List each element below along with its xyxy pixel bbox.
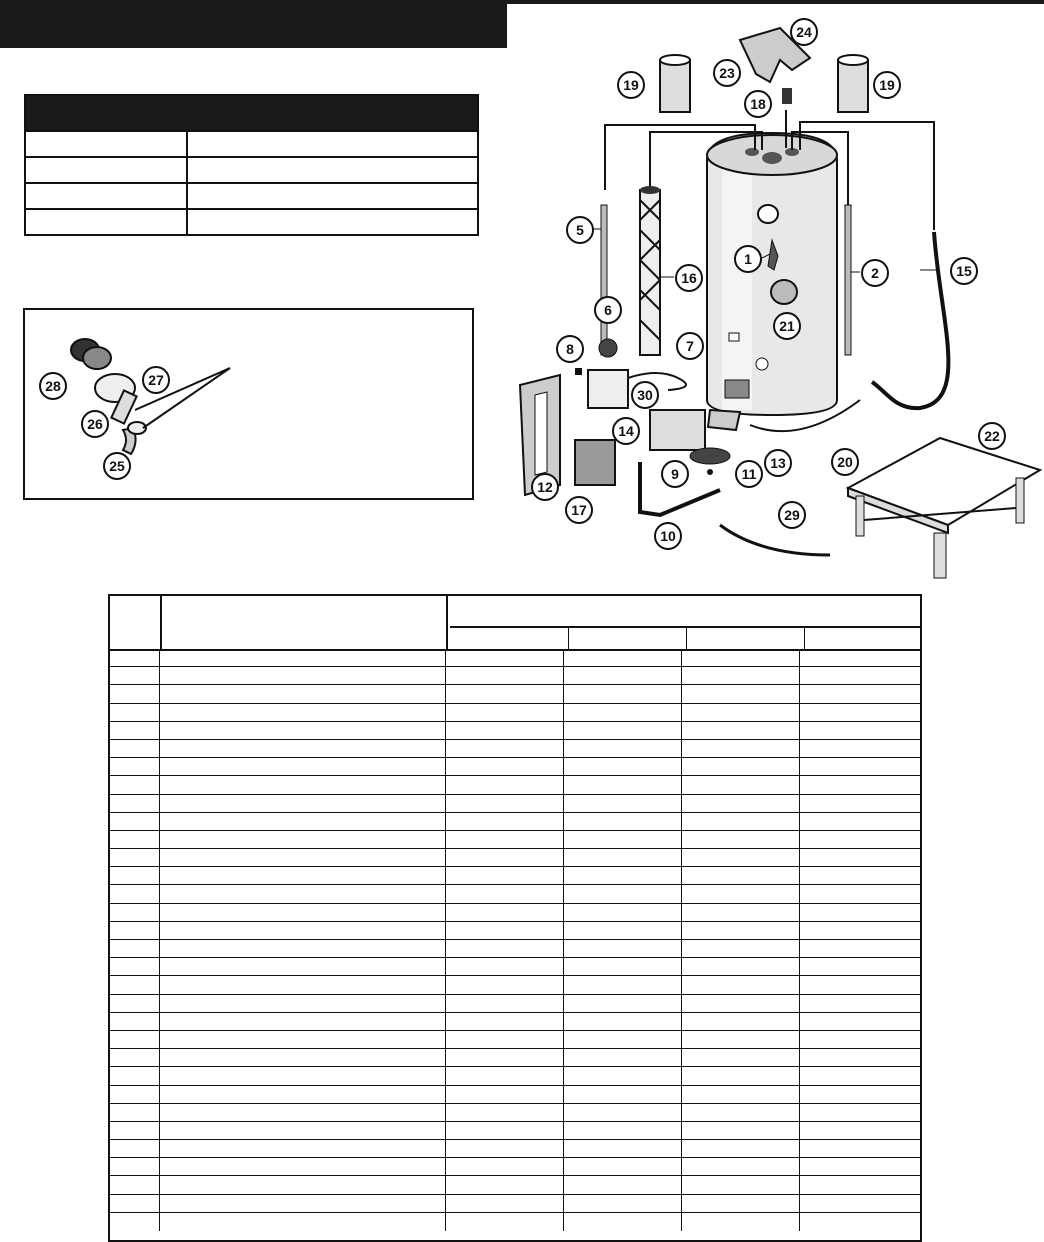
table-row — [110, 758, 920, 776]
table-cell — [800, 958, 920, 975]
table-cell — [446, 1104, 564, 1121]
table-cell — [682, 685, 800, 702]
table-cell — [160, 1158, 446, 1175]
callout-19-right: 19 — [873, 71, 901, 99]
table-cell — [682, 776, 800, 793]
table-cell — [110, 1158, 160, 1175]
table-cell — [682, 667, 800, 684]
table-cell — [564, 1213, 682, 1231]
table-cell — [800, 776, 920, 793]
table-cell — [800, 795, 920, 812]
table-row — [110, 1176, 920, 1194]
table-row — [110, 1013, 920, 1031]
table-cell — [446, 867, 564, 884]
callout-29: 29 — [778, 501, 806, 529]
table-cell — [800, 758, 920, 775]
table-cell — [800, 940, 920, 957]
table-cell — [110, 1067, 160, 1084]
callout-11: 11 — [735, 460, 763, 488]
table-cell — [160, 1195, 446, 1212]
table-cell — [564, 885, 682, 902]
table-row — [110, 1195, 920, 1213]
callout-24: 24 — [790, 18, 818, 46]
table-row — [110, 740, 920, 758]
callout-14: 14 — [612, 417, 640, 445]
callout-22: 22 — [978, 422, 1006, 450]
table-cell — [446, 940, 564, 957]
table-cell — [564, 1013, 682, 1030]
table-cell — [110, 1104, 160, 1121]
table-cell — [682, 849, 800, 866]
table-cell — [110, 722, 160, 739]
table-cell — [564, 1067, 682, 1084]
table-cell — [110, 776, 160, 793]
table-cell — [446, 831, 564, 848]
table-cell — [110, 1049, 160, 1066]
table-cell — [800, 1140, 920, 1157]
table-cell — [564, 685, 682, 702]
table-cell — [682, 1104, 800, 1121]
table-cell — [446, 922, 564, 939]
table-cell — [446, 813, 564, 830]
table-cell — [160, 1213, 446, 1231]
table-cell — [446, 1013, 564, 1030]
table-cell — [564, 1195, 682, 1212]
table-row — [110, 1140, 920, 1158]
table-cell — [110, 958, 160, 975]
table-cell — [110, 795, 160, 812]
table-cell — [682, 1195, 800, 1212]
table-cell — [446, 885, 564, 902]
callout-17: 17 — [565, 496, 593, 524]
table-cell — [446, 1176, 564, 1193]
callout-23: 23 — [713, 59, 741, 87]
table-cell — [446, 649, 564, 666]
table-cell — [682, 758, 800, 775]
table-cell — [160, 758, 446, 775]
table-cell — [110, 740, 160, 757]
table-cell — [682, 904, 800, 921]
table-cell — [800, 1049, 920, 1066]
table-row — [110, 1122, 920, 1140]
table-cell — [682, 1086, 800, 1103]
table-row — [110, 904, 920, 922]
table-row — [110, 722, 920, 740]
table-cell — [446, 1031, 564, 1048]
table-cell — [800, 885, 920, 902]
callout-25: 25 — [103, 452, 131, 480]
table-cell — [682, 722, 800, 739]
table-cell — [682, 831, 800, 848]
table-cell — [446, 1158, 564, 1175]
table-cell — [160, 940, 446, 957]
model-table-row — [26, 130, 477, 156]
table-cell — [160, 1013, 446, 1030]
table-cell — [160, 1086, 446, 1103]
table-cell — [564, 1086, 682, 1103]
table-cell — [564, 758, 682, 775]
table-cell — [110, 1195, 160, 1212]
table-cell — [682, 1176, 800, 1193]
table-cell — [682, 885, 800, 902]
table-cell — [110, 976, 160, 993]
table-cell — [800, 831, 920, 848]
table-cell — [446, 1049, 564, 1066]
table-cell — [564, 1176, 682, 1193]
table-cell — [110, 1213, 160, 1231]
parts-table-body — [110, 649, 920, 1240]
callout-15: 15 — [950, 257, 978, 285]
table-cell — [160, 740, 446, 757]
table-cell — [564, 995, 682, 1012]
model-table-row — [26, 156, 477, 182]
table-cell — [800, 685, 920, 702]
table-cell — [800, 922, 920, 939]
table-row — [110, 1086, 920, 1104]
table-row — [110, 795, 920, 813]
table-cell — [160, 1176, 446, 1193]
table-cell — [446, 1195, 564, 1212]
table-cell — [682, 1140, 800, 1157]
table-cell — [446, 704, 564, 721]
section-title-bar — [0, 0, 507, 48]
table-cell — [564, 1122, 682, 1139]
table-cell — [160, 1049, 446, 1066]
callout-9: 9 — [661, 460, 689, 488]
table-cell — [160, 795, 446, 812]
table-cell — [110, 813, 160, 830]
table-cell — [446, 776, 564, 793]
table-cell — [800, 995, 920, 1012]
table-row — [110, 1104, 920, 1122]
table-cell — [682, 976, 800, 993]
model-table-row — [26, 208, 477, 234]
model-table-header — [26, 96, 477, 130]
table-cell — [160, 976, 446, 993]
vent-kit-inset — [23, 308, 474, 500]
table-cell — [446, 904, 564, 921]
table-cell — [160, 649, 446, 666]
table-cell — [800, 740, 920, 757]
table-cell — [564, 831, 682, 848]
table-cell — [446, 958, 564, 975]
table-cell — [564, 867, 682, 884]
callout-19-left: 19 — [617, 71, 645, 99]
table-cell — [160, 831, 446, 848]
table-row — [110, 776, 920, 794]
table-cell — [160, 1031, 446, 1048]
table-row — [110, 922, 920, 940]
table-cell — [110, 867, 160, 884]
table-cell — [446, 667, 564, 684]
table-cell — [110, 1086, 160, 1103]
table-cell — [564, 940, 682, 957]
table-cell — [564, 1140, 682, 1157]
table-row — [110, 685, 920, 703]
table-cell — [160, 922, 446, 939]
table-row — [110, 849, 920, 867]
table-row — [110, 867, 920, 885]
table-cell — [800, 1031, 920, 1048]
table-cell — [800, 1213, 920, 1231]
table-cell — [446, 1213, 564, 1231]
table-cell — [446, 1122, 564, 1139]
table-cell — [110, 667, 160, 684]
table-cell — [800, 704, 920, 721]
table-row — [110, 704, 920, 722]
table-cell — [800, 649, 920, 666]
table-cell — [800, 867, 920, 884]
table-cell — [800, 813, 920, 830]
table-cell — [110, 940, 160, 957]
table-cell — [160, 867, 446, 884]
table-cell — [682, 958, 800, 975]
water-heater-exploded-diagram — [500, 0, 1044, 590]
callout-1: 1 — [734, 245, 762, 273]
table-cell — [110, 685, 160, 702]
table-cell — [446, 795, 564, 812]
table-cell — [682, 795, 800, 812]
table-cell — [446, 1067, 564, 1084]
table-cell — [564, 722, 682, 739]
callout-20: 20 — [831, 448, 859, 476]
parts-list-table — [108, 594, 922, 1242]
table-cell — [160, 885, 446, 902]
table-cell — [160, 1122, 446, 1139]
table-cell — [110, 1122, 160, 1139]
table-cell — [682, 740, 800, 757]
table-cell — [682, 995, 800, 1012]
table-row — [110, 649, 920, 667]
table-cell — [446, 722, 564, 739]
table-cell — [110, 1031, 160, 1048]
table-cell — [682, 1067, 800, 1084]
table-row — [110, 1158, 920, 1176]
table-cell — [446, 740, 564, 757]
table-row — [110, 1031, 920, 1049]
table-cell — [160, 904, 446, 921]
table-cell — [564, 849, 682, 866]
table-cell — [800, 1013, 920, 1030]
table-cell — [110, 885, 160, 902]
callout-16: 16 — [675, 264, 703, 292]
table-cell — [682, 1213, 800, 1231]
table-cell — [800, 1122, 920, 1139]
table-cell — [564, 922, 682, 939]
table-cell — [800, 1158, 920, 1175]
table-cell — [682, 813, 800, 830]
table-cell — [160, 685, 446, 702]
table-row — [110, 995, 920, 1013]
table-cell — [682, 940, 800, 957]
table-cell — [446, 976, 564, 993]
table-cell — [800, 904, 920, 921]
callout-2: 2 — [861, 259, 889, 287]
table-cell — [800, 722, 920, 739]
callout-7: 7 — [676, 332, 704, 360]
table-cell — [682, 649, 800, 666]
table-cell — [800, 849, 920, 866]
table-cell — [682, 1158, 800, 1175]
table-cell — [110, 904, 160, 921]
table-cell — [682, 922, 800, 939]
table-cell — [564, 958, 682, 975]
table-row — [110, 940, 920, 958]
table-cell — [564, 704, 682, 721]
table-row — [110, 813, 920, 831]
callout-30: 30 — [631, 381, 659, 409]
table-cell — [800, 1086, 920, 1103]
callout-21: 21 — [773, 312, 801, 340]
table-cell — [160, 776, 446, 793]
table-cell — [564, 904, 682, 921]
table-cell — [564, 740, 682, 757]
table-cell — [564, 1104, 682, 1121]
table-cell — [800, 1195, 920, 1212]
table-row — [110, 885, 920, 903]
table-cell — [446, 685, 564, 702]
model-table-row — [26, 182, 477, 208]
table-cell — [110, 704, 160, 721]
callout-5: 5 — [566, 216, 594, 244]
table-cell — [800, 976, 920, 993]
table-cell — [110, 1013, 160, 1030]
callout-6: 6 — [594, 296, 622, 324]
table-cell — [160, 704, 446, 721]
table-cell — [446, 1086, 564, 1103]
table-cell — [564, 813, 682, 830]
table-cell — [800, 667, 920, 684]
table-row — [110, 976, 920, 994]
table-cell — [682, 867, 800, 884]
table-cell — [446, 758, 564, 775]
table-cell — [564, 976, 682, 993]
table-row — [110, 958, 920, 976]
table-cell — [110, 849, 160, 866]
table-cell — [160, 1067, 446, 1084]
table-cell — [564, 795, 682, 812]
table-cell — [160, 667, 446, 684]
callout-13: 13 — [764, 449, 792, 477]
table-cell — [160, 1104, 446, 1121]
table-cell — [682, 1122, 800, 1139]
table-cell — [682, 1049, 800, 1066]
table-cell — [682, 704, 800, 721]
table-cell — [160, 722, 446, 739]
table-cell — [160, 1140, 446, 1157]
table-cell — [110, 922, 160, 939]
table-cell — [564, 1049, 682, 1066]
table-cell — [564, 649, 682, 666]
table-row — [110, 667, 920, 685]
callout-12: 12 — [531, 473, 559, 501]
vent-kit-drawing — [25, 310, 472, 498]
table-cell — [110, 1176, 160, 1193]
model-reference-table — [24, 94, 479, 236]
table-row — [110, 831, 920, 849]
table-cell — [564, 1031, 682, 1048]
table-row — [110, 1049, 920, 1067]
table-cell — [446, 995, 564, 1012]
callout-8: 8 — [556, 335, 584, 363]
table-cell — [160, 813, 446, 830]
parts-table-header — [110, 596, 920, 651]
table-cell — [682, 1013, 800, 1030]
table-cell — [446, 1140, 564, 1157]
table-cell — [564, 1158, 682, 1175]
table-cell — [160, 995, 446, 1012]
callout-26: 26 — [81, 410, 109, 438]
callout-18: 18 — [744, 90, 772, 118]
table-cell — [110, 758, 160, 775]
table-cell — [564, 667, 682, 684]
table-cell — [110, 649, 160, 666]
table-cell — [160, 958, 446, 975]
callout-27: 27 — [142, 366, 170, 394]
table-row — [110, 1067, 920, 1085]
table-row — [110, 1213, 920, 1231]
table-cell — [446, 849, 564, 866]
table-cell — [800, 1104, 920, 1121]
table-cell — [160, 849, 446, 866]
table-cell — [110, 1140, 160, 1157]
table-cell — [110, 831, 160, 848]
callout-10: 10 — [654, 522, 682, 550]
table-cell — [110, 995, 160, 1012]
table-cell — [564, 776, 682, 793]
table-cell — [800, 1067, 920, 1084]
table-cell — [800, 1176, 920, 1193]
callout-28: 28 — [39, 372, 67, 400]
table-cell — [682, 1031, 800, 1048]
